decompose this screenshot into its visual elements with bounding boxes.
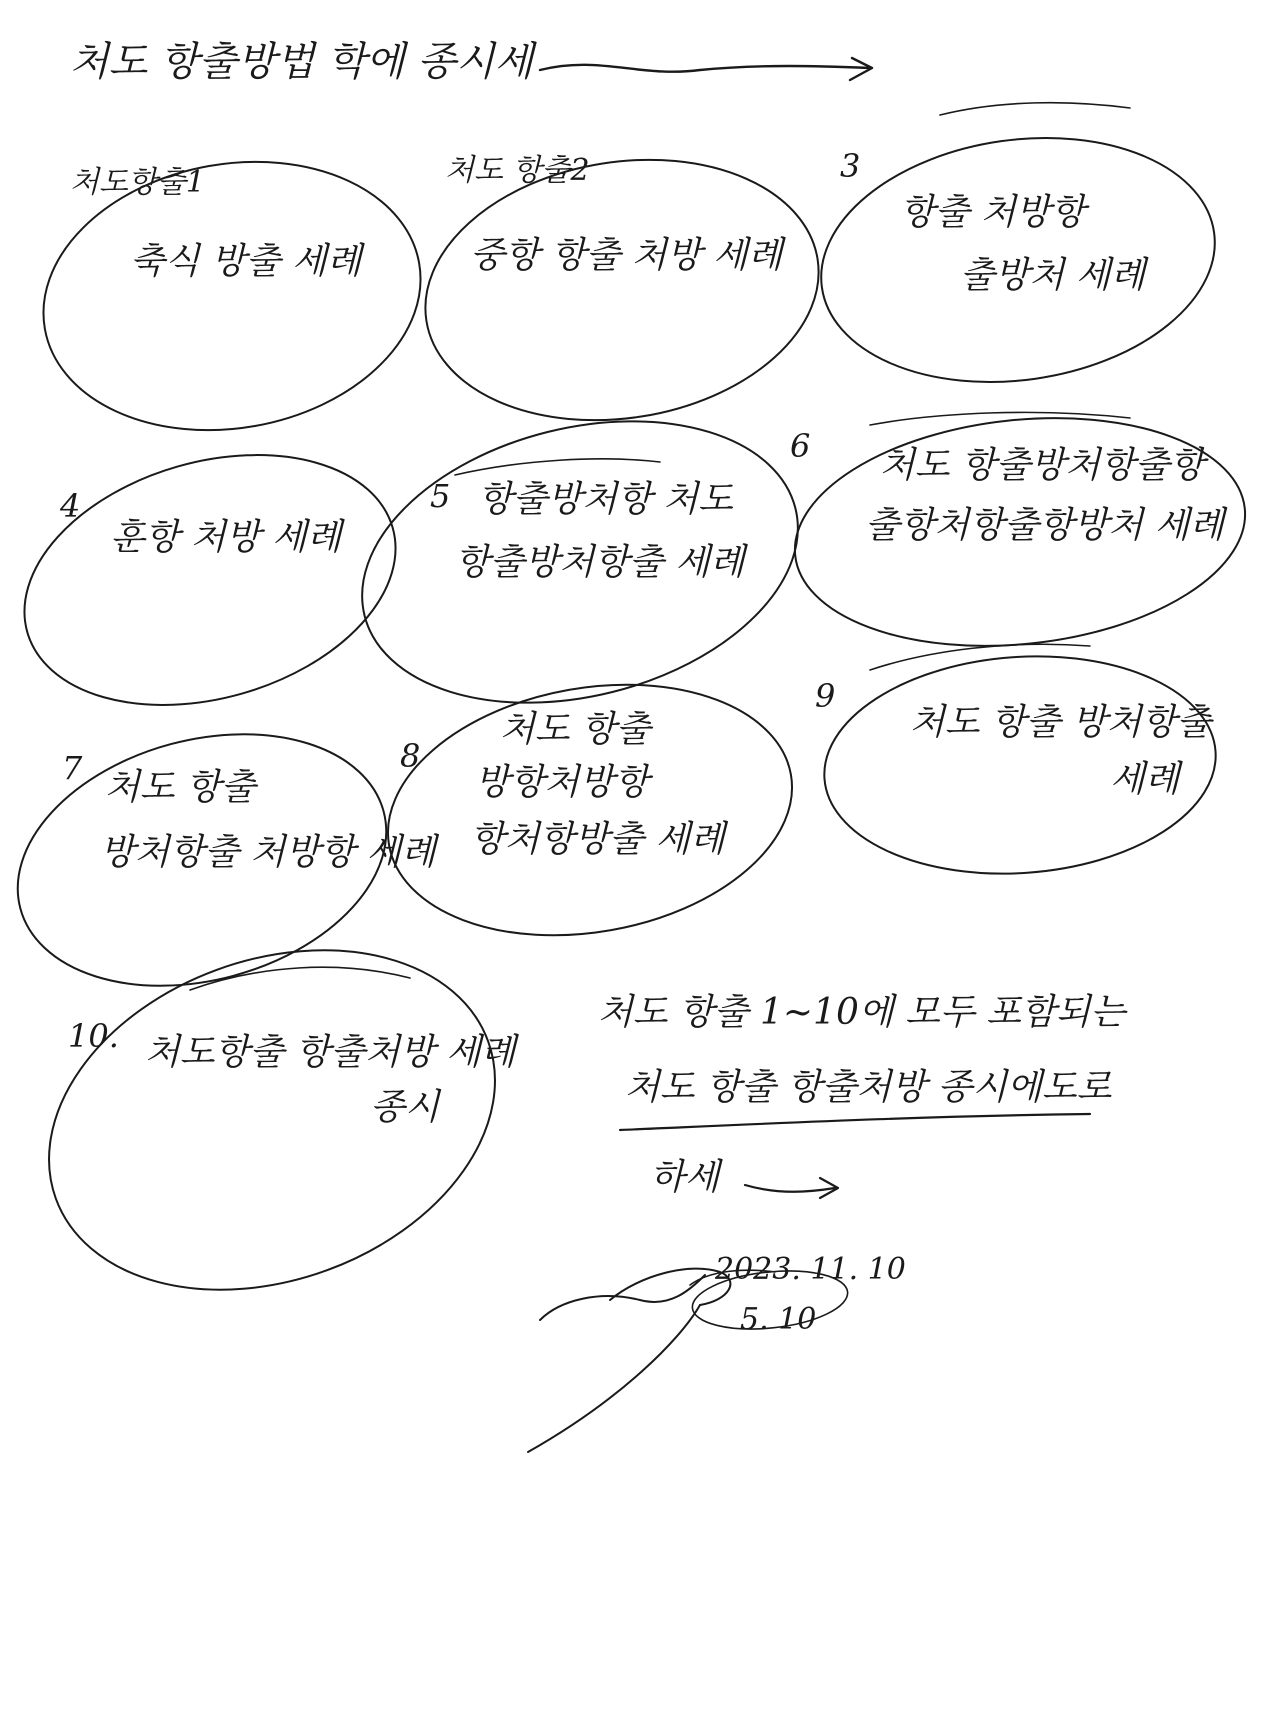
bubble-9-text-line-2: 세례: [1110, 759, 1180, 800]
bubble-1-text: 축식 방출 세례: [130, 241, 362, 282]
bubble-4-text: 훈항 처방 세례: [110, 517, 342, 558]
summary-line-3: 하세: [650, 1157, 720, 1198]
bubble-3-number: 3: [840, 147, 861, 185]
bubble-2-label: 처도 항출2: [445, 153, 590, 188]
summary-underline: [620, 1114, 1090, 1130]
bubble-7-number: 7: [62, 749, 83, 787]
bubble-6-number: 6: [790, 427, 811, 465]
signature-mark: [528, 1264, 850, 1452]
summary-arrow: [745, 1178, 838, 1198]
bubble-9-number: 9: [815, 677, 836, 715]
bubble-5-text-line-1: 항출방처항 처도: [478, 479, 733, 520]
bubble-4-outline: [0, 414, 425, 746]
bubble-8-text-line-2: 방항처방항: [475, 762, 649, 803]
bubble-5-text-line-2: 항출방처항출 세례: [455, 542, 745, 583]
bubble-8-number: 8: [400, 737, 421, 775]
bubble-8-text-line-3: 항처항방출 세례: [470, 819, 725, 860]
page-title: 처도 항출방법 학에 종시세: [70, 39, 534, 85]
signature-date-overwritten: 5. 10: [740, 1302, 817, 1337]
summary-line-2: 처도 항출 항출처방 종시에도로: [625, 1067, 1112, 1108]
signature-date: 2023. 11. 10: [715, 1252, 906, 1287]
title-arrow: [540, 58, 872, 80]
bubble-6-text-line-2: 출항처항출항방처 세례: [865, 505, 1225, 546]
bubble-8-text-line-1: 처도 항출: [500, 709, 651, 750]
bubble-4-number: 4: [60, 487, 81, 525]
bubble-3-text-line-2: 출방처 세례: [960, 255, 1146, 296]
bubble-2-text: 중항 항출 처방 세례: [470, 235, 783, 276]
bubble-10-text-line-2: 종시: [370, 1087, 440, 1128]
bubble-10-number: 10.: [68, 1017, 119, 1055]
bubble-7-text-line-1: 처도 항출: [105, 767, 256, 808]
summary-line-1: 처도 항출 1~10에 모두 포함되는: [598, 992, 1126, 1033]
bubble-3-flourish: [940, 103, 1130, 115]
bubble-8-outline: [368, 654, 812, 965]
bubble-1-label: 처도항출1: [70, 165, 206, 200]
bubble-3-text-line-1: 항출 처방항: [900, 192, 1086, 233]
bubble-9-text-line-1: 처도 항출 방처항출: [910, 702, 1212, 743]
bubble-7-text-line-2: 방처항출 처방항 세례: [100, 832, 436, 873]
bubble-10-text-line-1: 처도항출 항출처방 세례: [145, 1032, 516, 1073]
bubble-5-flourish: [455, 459, 660, 475]
bubble-6-text-line-1: 처도 항출방처항출항: [880, 445, 1205, 486]
bubble-5-number: 5: [430, 477, 451, 515]
bubble-10-outline: [1, 891, 543, 1349]
